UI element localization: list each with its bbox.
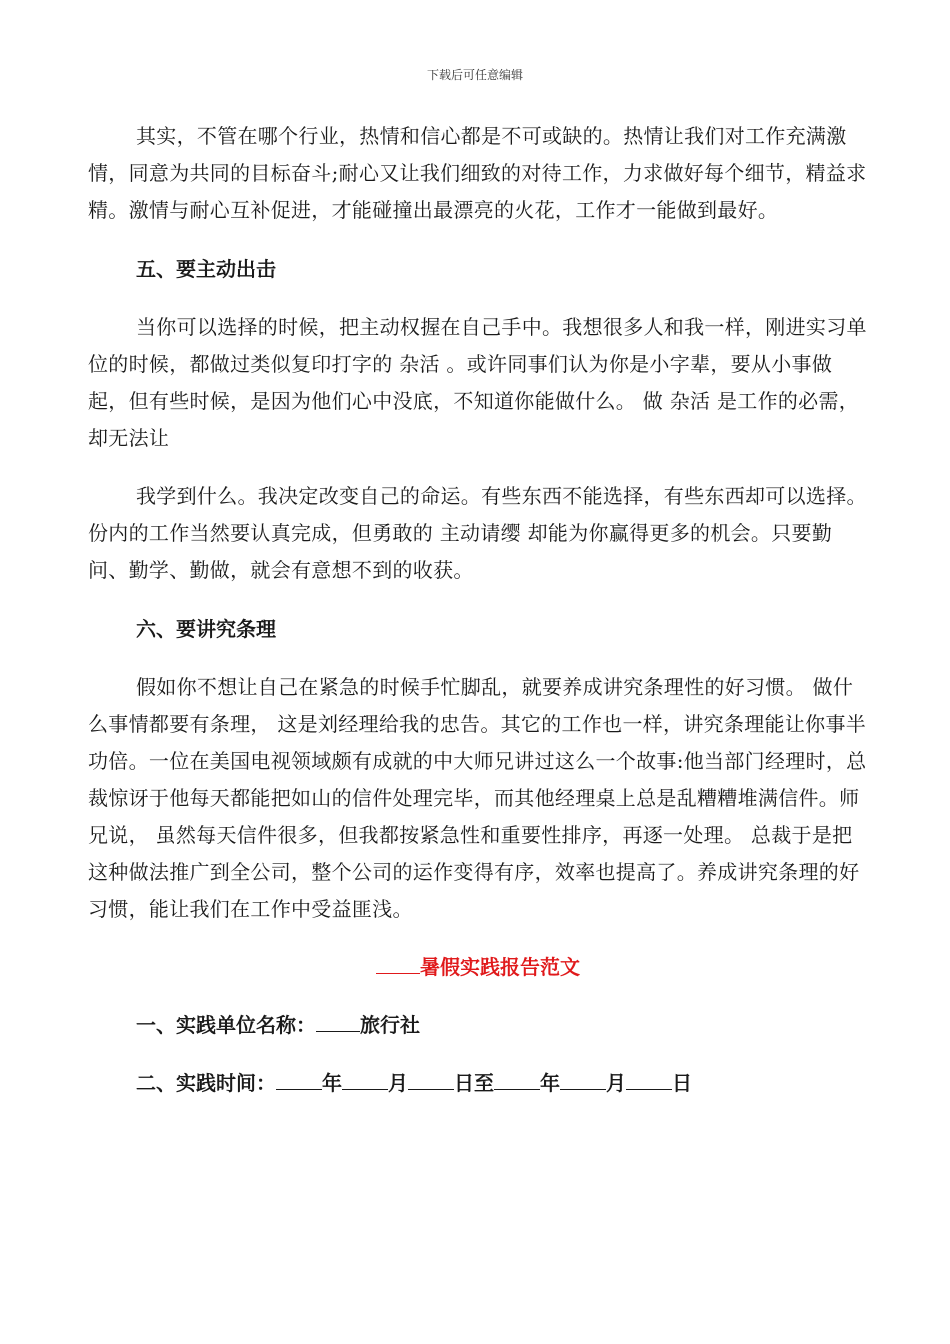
end-day-blank (626, 1069, 672, 1090)
report-title (88, 949, 868, 986)
paragraph-initiative: 当你可以选择的时候，把主动权握在自己手中。我想很多人和我一样，刚进实习单位的时候，都做过类似复印打字的 杂活 。或许同事们认为你是小字辈，要从小事做起，但有些时候，是因为他们心中没底，不知道你能做什么。 做 杂活 是工作的必需，却无法让 (88, 315, 867, 450)
practice-time-label: 二、实践时间： (136, 1071, 276, 1095)
practice-time-line (88, 1065, 868, 1102)
paragraph-choice: 我学到什么。我决定改变自己的命运。有些东西不能选择，有些东西却可以选择。份内的工作当然要认真完成，但勇敢的 主动请缨 却能为你赢得更多的机会。只要勤问、勤学、勤做，就会有意想不到的收获。 (88, 484, 867, 582)
document-body (88, 118, 868, 1102)
start-day-blank (408, 1069, 454, 1090)
start-year-label: 年 (322, 1071, 342, 1095)
end-year-label: 年 (540, 1071, 560, 1095)
report-title-blank (376, 953, 420, 974)
page-header: 下载后可任意编辑 (426, 68, 523, 82)
end-month-blank (560, 1069, 606, 1090)
paragraph-orderliness: 假如你不想让自己在紧急的时候手忙脚乱，就要养成讲究条理性的好习惯。 做什么事情都要有条理， 这是刘经理给我的忠告。其它的工作也一样，讲究条理能让你事半功倍。一位在美国电视领域颇有成就的中大师兄讲过这么一个故事:他当部门经理时，总裁惊讶于他每天都能把如山的信件处理完毕，而其他经理桌上总是乱糟糟堆满信件。师兄说， 虽然每天信件很多，但我都按紧急性和重要性排序，再逐一处理。 总裁于是把这种做法推广到全公司，整个公司的运作变得有序，效率也提高了。养成讲究条理的好习惯，能让我们在工作中受益匪浅。 (88, 675, 867, 921)
start-month-label: 月 (388, 1071, 408, 1095)
start-day-label: 日至 (454, 1071, 494, 1095)
start-year-blank (276, 1069, 322, 1090)
paragraph-enthusiasm: 其实，不管在哪个行业，热情和信心都是不可或缺的。热情让我们对工作充满激情，同意为共同的目标奋斗;耐心又让我们细致的对待工作，力求做好每个细节，精益求精。激情与耐心互补促进，才能碰撞出最漂亮的火花，工作才一能做到最好。 (88, 124, 867, 222)
practice-unit-suffix: 旅行社 (360, 1013, 420, 1037)
section-heading-5: 五、要主动出击 (136, 257, 276, 281)
report-title-text: 暑假实践报告范文 (420, 955, 580, 979)
start-month-blank (342, 1069, 388, 1090)
end-month-label: 月 (606, 1071, 626, 1095)
practice-unit-label: 一、实践单位名称： (136, 1013, 316, 1037)
practice-unit-line (88, 1007, 868, 1044)
section-heading-6: 六、要讲究条理 (136, 617, 276, 641)
end-year-blank (494, 1069, 540, 1090)
end-day-label: 日 (672, 1071, 692, 1095)
practice-unit-blank (316, 1011, 360, 1032)
